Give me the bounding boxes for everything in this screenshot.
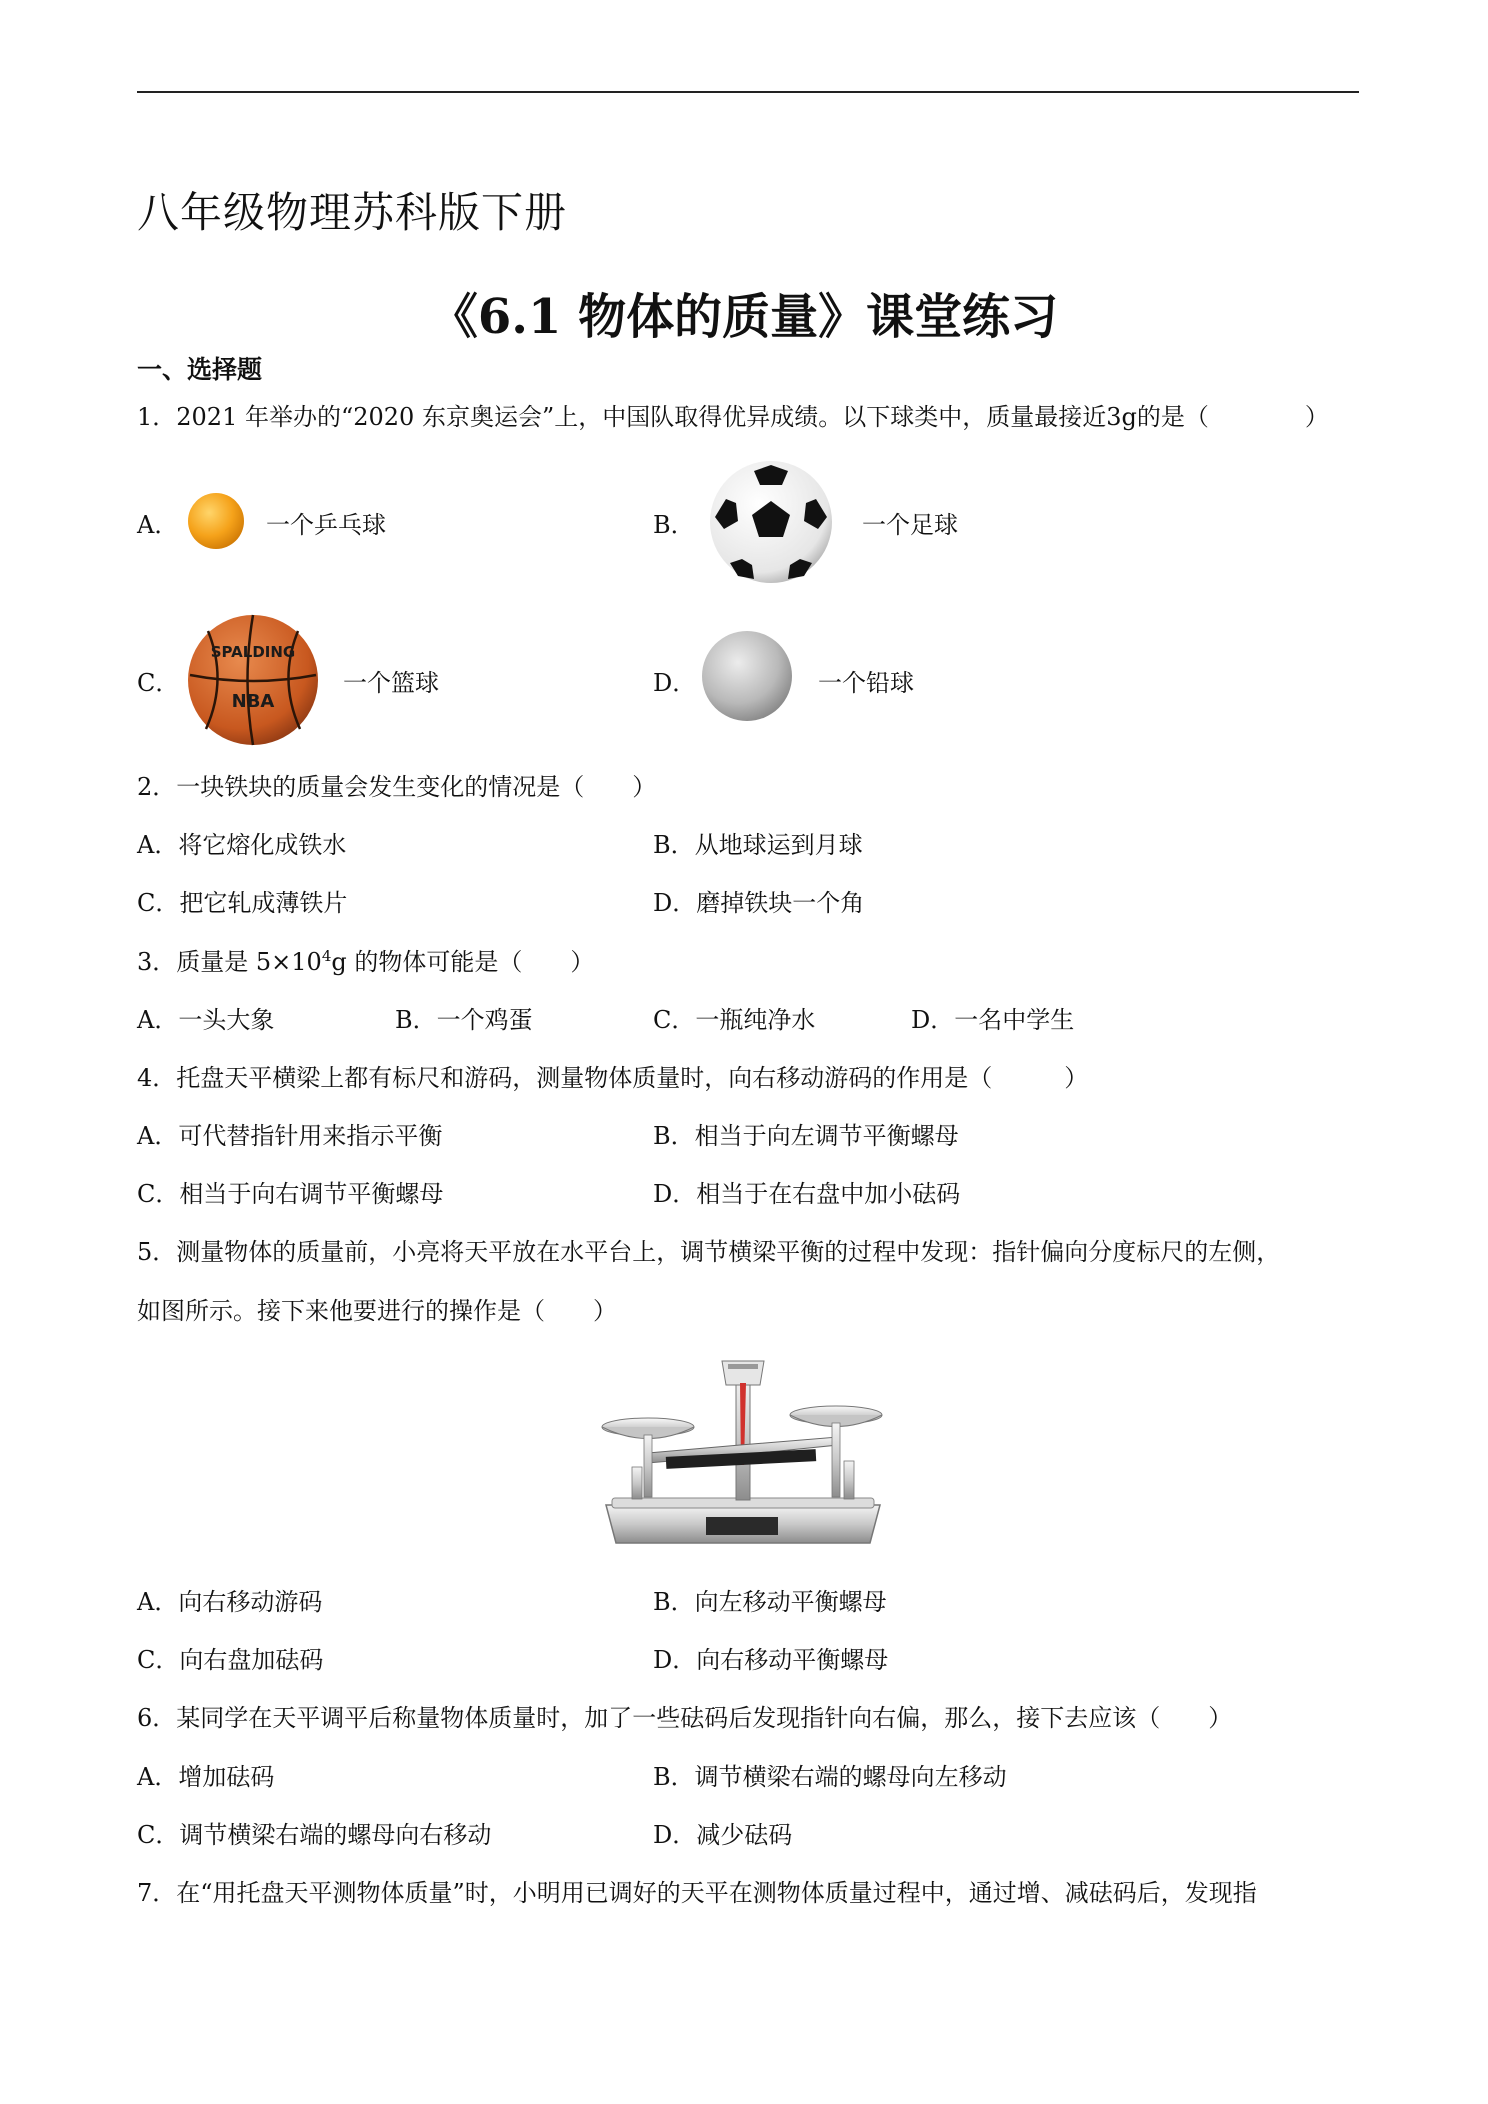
shot-put-icon bbox=[700, 629, 794, 723]
q3-option-a: A．一头大象 bbox=[137, 1006, 275, 1034]
ping-pong-ball-icon bbox=[186, 491, 246, 551]
q3-option-b: B．一个鸡蛋 bbox=[395, 1006, 533, 1034]
page-title: 《6.1 物体的质量》课堂练习 bbox=[429, 289, 1059, 345]
q1-option-b-letter: B． bbox=[653, 511, 695, 539]
question-7-stem: 7．在“用托盘天平测物体质量”时，小明用已调好的天平在测物体质量过程中，通过增、减砝码后，发现指 bbox=[137, 1879, 1257, 1907]
q1-option-d-text: 一个铅球 bbox=[818, 669, 914, 697]
balance-scale-icon bbox=[588, 1355, 898, 1550]
q2-option-c: C．把它轧成薄铁片 bbox=[137, 889, 348, 917]
q6-option-b: B．调节横梁右端的螺母向左移动 bbox=[653, 1763, 1007, 1791]
q5-option-d: D．向右移动平衡螺母 bbox=[653, 1646, 889, 1674]
q4-option-b: B．相当于向左调节平衡螺母 bbox=[653, 1122, 959, 1150]
q5-option-c: C．向右盘加砝码 bbox=[137, 1646, 324, 1674]
q4-option-a: A．可代替指针用来指示平衡 bbox=[137, 1122, 443, 1150]
q6-option-c: C．调节横梁右端的螺母向右移动 bbox=[137, 1821, 492, 1849]
soccer-ball-icon bbox=[708, 459, 834, 585]
basketball-icon bbox=[186, 613, 320, 747]
q1-option-c-text: 一个篮球 bbox=[343, 669, 439, 697]
q4-option-d: D．相当于在右盘中加小砝码 bbox=[653, 1180, 961, 1208]
q1-option-d-letter: D． bbox=[653, 669, 697, 697]
question-4-stem: 4．托盘天平横梁上都有标尺和游码，测量物体质量时，向右移动游码的作用是（ ） bbox=[137, 1064, 1089, 1092]
basketball-logo-text: SPALDING bbox=[210, 643, 296, 661]
q4-option-c: C．相当于向右调节平衡螺母 bbox=[137, 1180, 444, 1208]
q2-option-b: B．从地球运到月球 bbox=[653, 831, 863, 859]
q3-option-c: C．一瓶纯净水 bbox=[653, 1006, 816, 1034]
q1-option-a-letter: A． bbox=[137, 511, 179, 539]
header-rule bbox=[137, 91, 1359, 93]
q6-option-d: D．减少砝码 bbox=[653, 1821, 793, 1849]
question-5-stem-line-1: 5．测量物体的质量前，小亮将天平放在水平台上，调节横梁平衡的过程中发现：指针偏向分度标尺的左侧， bbox=[137, 1238, 1281, 1266]
q2-option-d: D．磨掉铁块一个角 bbox=[653, 889, 865, 917]
q1-option-b-text: 一个足球 bbox=[862, 511, 958, 539]
question-3-stem: 3．质量是 $5\times 10^4g$ 的物体可能是（ ） bbox=[137, 947, 595, 976]
q5-option-a: A．向右移动游码 bbox=[137, 1588, 323, 1616]
q1-option-a-text: 一个乒乓球 bbox=[266, 511, 386, 539]
question-6-stem: 6．某同学在天平调平后称量物体质量时，加了一些砝码后发现指针向右偏，那么，接下去应该（ ） bbox=[137, 1704, 1233, 1732]
question-2-stem: 2．一块铁块的质量会发生变化的情况是（ ） bbox=[137, 773, 657, 801]
q6-option-a: A．增加砝码 bbox=[137, 1763, 275, 1791]
q2-option-a: A．将它熔化成铁水 bbox=[137, 831, 347, 859]
section-heading: 一、选择题 bbox=[137, 355, 263, 384]
basketball-nba-text: NBA bbox=[231, 691, 275, 712]
q5-option-b: B．向左移动平衡螺母 bbox=[653, 1588, 887, 1616]
question-5-stem-line-2: 如图所示。接下来他要进行的操作是（ ） bbox=[137, 1297, 617, 1325]
page-subtitle: 八年级物理苏科版下册 bbox=[137, 188, 568, 237]
q3-option-d: D．一名中学生 bbox=[911, 1006, 1075, 1034]
q1-option-c-letter: C． bbox=[137, 669, 180, 697]
question-1-stem: 1．2021 年举办的“2020 东京奥运会”上，中国队取得优异成绩。以下球类中，质量最接近3g的是（ ） bbox=[137, 403, 1329, 431]
